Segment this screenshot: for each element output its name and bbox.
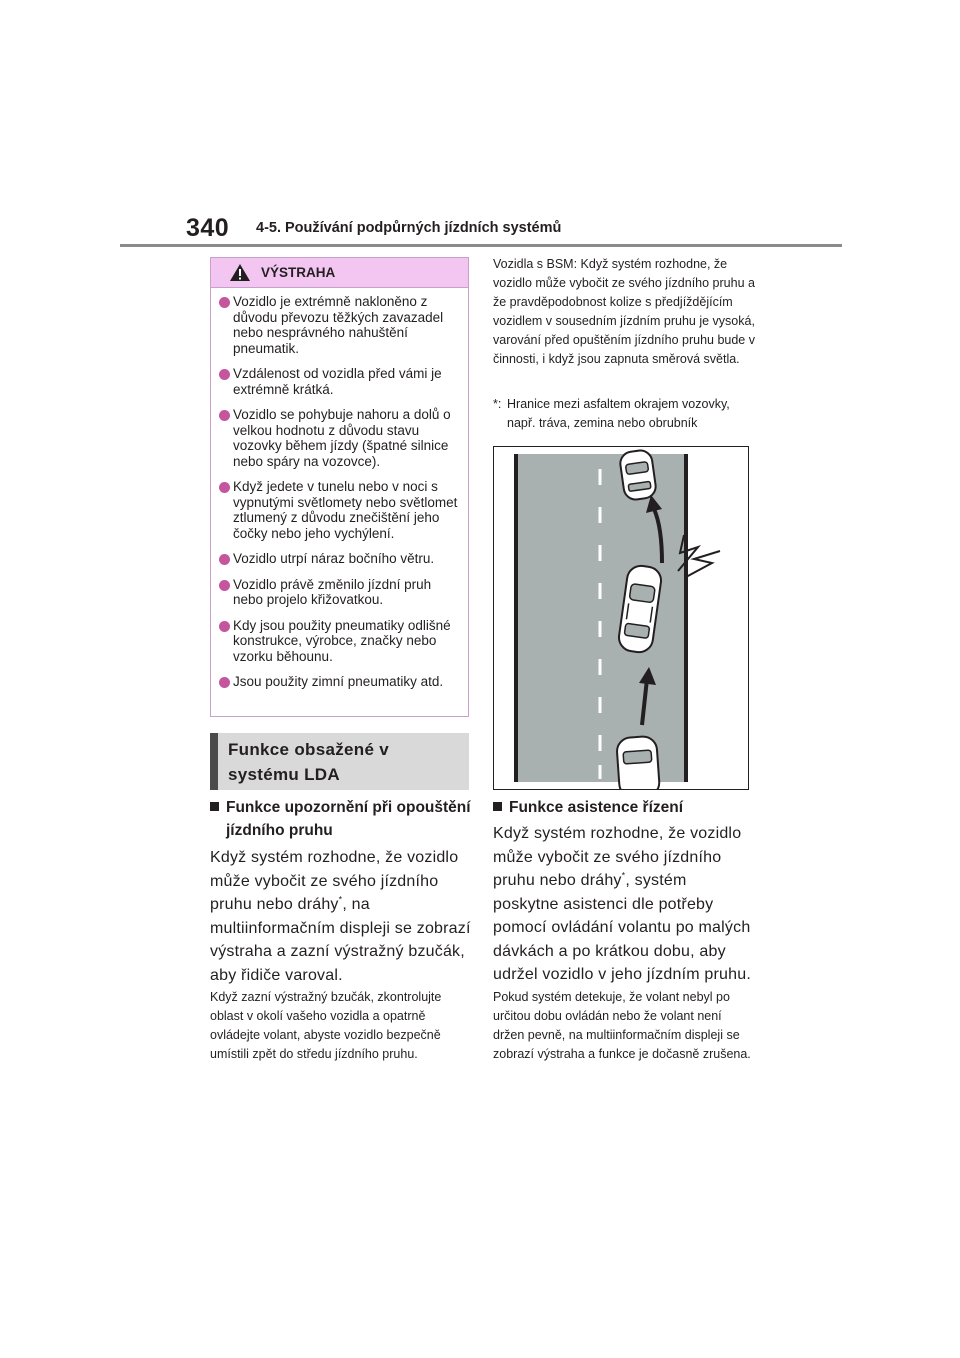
steering-assist-paragraph bbox=[493, 822, 755, 987]
illustration-svg bbox=[494, 447, 748, 789]
warning-item-text: Vozidlo je extrémně nakloněno z důvodu převozu těžkých zavazadel nebo nesprávného nahuštění pneumatik. bbox=[233, 294, 444, 356]
bullet-icon bbox=[219, 580, 230, 591]
warning-item bbox=[219, 674, 458, 690]
warning-item-text: Vozidlo utrpí náraz bočního větru. bbox=[233, 551, 435, 566]
steering-assist-note: Pokud systém detekuje, že volant nebyl po určitou dobu ovládán nebo že volant není držen pevně, na multiinformačním displeji se zobrazí výstraha a funkce je dočasně zrušena. bbox=[493, 990, 751, 1061]
bullet-icon bbox=[219, 677, 230, 688]
steering-assist-heading-text: Funkce asistence řízení bbox=[509, 799, 684, 816]
bullet-icon bbox=[219, 369, 230, 380]
departure-alert-heading bbox=[210, 796, 472, 842]
departure-alert-heading-text: Funkce upozornění při opouštění jízdního pruhu bbox=[226, 799, 471, 839]
warning-item bbox=[219, 407, 458, 469]
warning-item bbox=[219, 479, 458, 541]
warning-item-text: Jsou použity zimní pneumatiky atd. bbox=[233, 674, 444, 689]
footnote bbox=[493, 395, 755, 433]
car-top-icon bbox=[619, 449, 657, 501]
footnote-mark: *: bbox=[493, 397, 502, 411]
paragraph-text: Když systém rozhodne, že vozidlo může vybočit ze svého jízdního pruhu nebo dráhy bbox=[493, 825, 742, 889]
feature-heading: Funkce obsažené v systému LDA bbox=[210, 733, 469, 790]
paragraph-text: , na multiinformačním displeji se zobrazí výstraha a zazní výstražný bzučák, aby řidiče varoval. bbox=[210, 896, 471, 984]
warning-header bbox=[211, 258, 468, 288]
warning-item-text: Vozidlo se pohybuje nahoru a dolů o velkou hodnotu z důvodu stavu vozovky během jízdy (špatné silnice nebo spáry na vozovce). bbox=[233, 407, 451, 469]
departure-alert-note: Když zazní výstražný bzučák, zkontrolujte oblast v okolí vašeho vozidla a opatrně ovládejte volant, abyste vozidlo bezpečně umístili zpět do středu jízdního pruhu. bbox=[210, 990, 442, 1061]
warning-item bbox=[219, 618, 458, 665]
bullet-icon bbox=[219, 410, 230, 421]
warning-item-text: Kdy jsou použity pneumatiky odlišné konstrukce, výrobce, značky nebo vzorku běhounu. bbox=[233, 617, 451, 664]
warning-item-text: Vozidlo právě změnilo jízdní pruh nebo projelo křižovatkou. bbox=[233, 576, 432, 607]
paragraph-text: Když systém rozhodne, že vozidlo může vybočit ze svého jízdního pruhu nebo dráhy bbox=[210, 849, 459, 913]
square-bullet-icon bbox=[493, 802, 502, 811]
warning-item bbox=[219, 294, 458, 356]
warning-title: VÝSTRAHA bbox=[261, 265, 336, 280]
warning-item bbox=[219, 551, 458, 567]
warning-item-text: Vzdálenost od vozidla před vámi je extrémně krátká. bbox=[233, 366, 442, 397]
warning-list bbox=[211, 288, 468, 690]
footnote-ref: * bbox=[338, 894, 343, 905]
header-divider bbox=[120, 244, 842, 247]
page-number: 340 bbox=[186, 214, 230, 242]
car-bottom-icon bbox=[616, 736, 660, 789]
paragraph-text: , systém poskytne asistenci dle potřeby pomocí ovládání volantu po malých dávkách a po krátkou dobu, aby udržel vozidlo v jeho jízdním pruhu. bbox=[493, 872, 751, 983]
road-surface bbox=[516, 454, 686, 782]
warning-item bbox=[219, 577, 458, 608]
bsm-note: Vozidla s BSM: Když systém rozhodne, že vozidlo může vybočit ze svého jízdního pruhu a že pravděpodobnost kolize s předjíždějícím vozidlem v sousedním jízdním pruhu je vysoká, varování před opuštěním jízdního pruhu bude v činnosti, i když jsou zapnuta směrová světla. bbox=[493, 257, 755, 366]
lane-departure-illustration bbox=[493, 446, 749, 790]
steering-assist-heading bbox=[493, 796, 755, 819]
footnote-ref: * bbox=[621, 870, 626, 881]
bullet-icon bbox=[219, 554, 230, 565]
warning-item-text: Když jedete v tunelu nebo v noci s vypnutými světlomety nebo světlomet ztlumený z důvodu znečištění jeho čočky nebo jeho vychýlení. bbox=[233, 479, 458, 541]
bullet-icon bbox=[219, 482, 230, 493]
bullet-icon bbox=[219, 297, 230, 308]
square-bullet-icon bbox=[210, 802, 219, 811]
departure-alert-paragraph bbox=[210, 846, 472, 987]
warning-box bbox=[210, 257, 469, 717]
bullet-icon bbox=[219, 621, 230, 632]
warning-item bbox=[219, 366, 458, 397]
warning-triangle-icon bbox=[229, 263, 251, 282]
section-title: 4-5. Používání podpůrných jízdních systémů bbox=[256, 220, 562, 236]
footnote-text: Hranice mezi asfaltem okrajem vozovky, např. tráva, zemina nebo obrubník bbox=[507, 397, 730, 430]
